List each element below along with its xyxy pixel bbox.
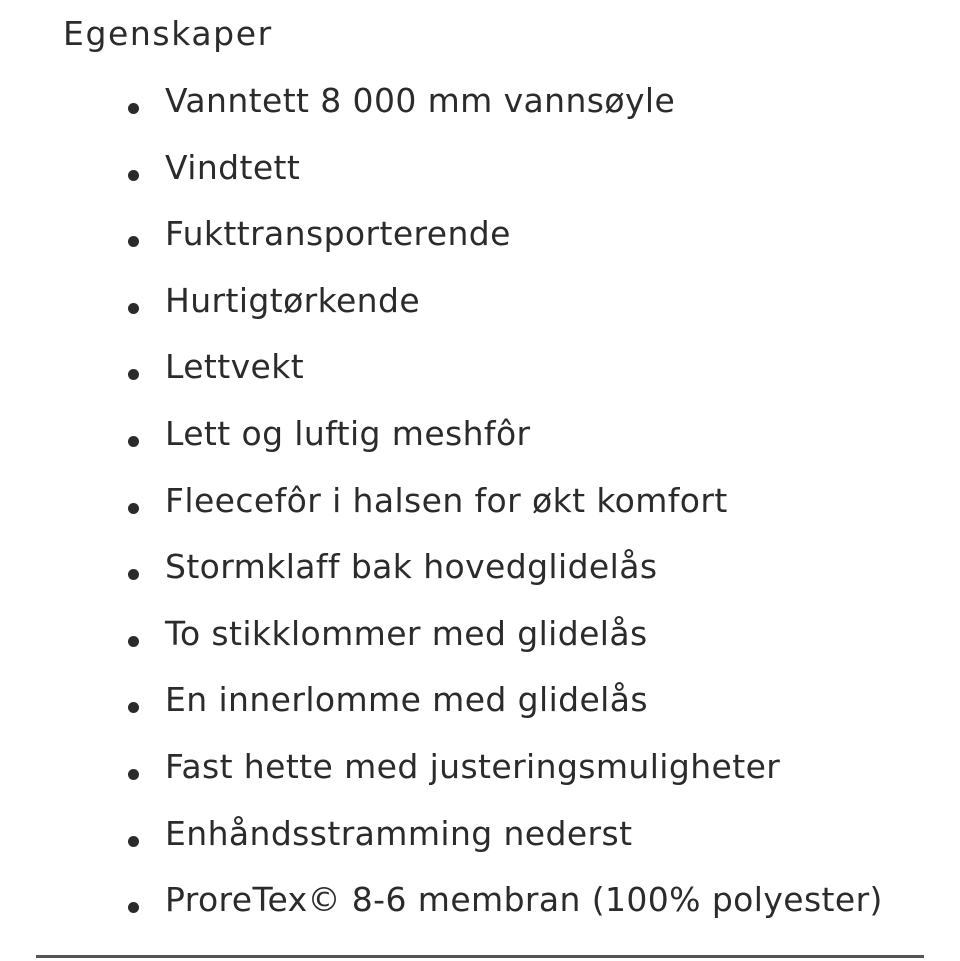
list-item-text: Vindtett bbox=[165, 147, 301, 187]
list-item bbox=[0, 145, 883, 212]
list-item-text: Fukttransporterende bbox=[165, 214, 511, 254]
list-item-text: Enhåndsstramming nederst bbox=[165, 813, 633, 853]
bullet-icon bbox=[128, 702, 139, 713]
bullet-icon bbox=[128, 769, 139, 780]
list-item-text: To stikklommer med glidelås bbox=[165, 613, 648, 653]
list-item bbox=[0, 744, 883, 811]
feature-list bbox=[0, 78, 883, 944]
bullet-icon bbox=[128, 569, 139, 580]
bullet-icon bbox=[128, 303, 139, 314]
list-item-text: Fast hette med justeringsmuligheter bbox=[165, 746, 781, 786]
list-item bbox=[0, 677, 883, 744]
bullet-icon bbox=[128, 902, 139, 913]
bullet-icon bbox=[128, 836, 139, 847]
list-item bbox=[0, 544, 883, 611]
list-item-text: ProreTex© 8-6 membran (100% polyester) bbox=[165, 880, 883, 920]
bullet-icon bbox=[128, 103, 139, 114]
list-item bbox=[0, 278, 883, 345]
list-item-text: En innerlomme med glidelås bbox=[165, 680, 648, 720]
bullet-icon bbox=[128, 436, 139, 447]
list-item bbox=[0, 411, 883, 478]
list-item bbox=[0, 344, 883, 411]
list-item-text: Lett og luftig meshfôr bbox=[165, 413, 531, 453]
bullet-icon bbox=[128, 236, 139, 247]
bullet-icon bbox=[128, 503, 139, 514]
list-item-text: Hurtigtørkende bbox=[165, 280, 421, 320]
list-item bbox=[0, 478, 883, 545]
list-item bbox=[0, 78, 883, 145]
list-item-text: Stormklaff bak hovedglidelås bbox=[165, 547, 658, 587]
divider bbox=[36, 955, 924, 958]
list-item bbox=[0, 877, 883, 944]
section-heading: Egenskaper bbox=[63, 14, 273, 53]
list-item-text: Vanntett 8 000 mm vannsøyle bbox=[165, 81, 676, 120]
list-item bbox=[0, 811, 883, 878]
list-item bbox=[0, 611, 883, 678]
bullet-icon bbox=[128, 170, 139, 181]
list-item bbox=[0, 211, 883, 278]
list-item-text: Lettvekt bbox=[165, 347, 305, 387]
bullet-icon bbox=[128, 636, 139, 647]
bullet-icon bbox=[128, 369, 139, 380]
list-item-text: Fleecefôr i halsen for økt komfort bbox=[165, 480, 728, 520]
